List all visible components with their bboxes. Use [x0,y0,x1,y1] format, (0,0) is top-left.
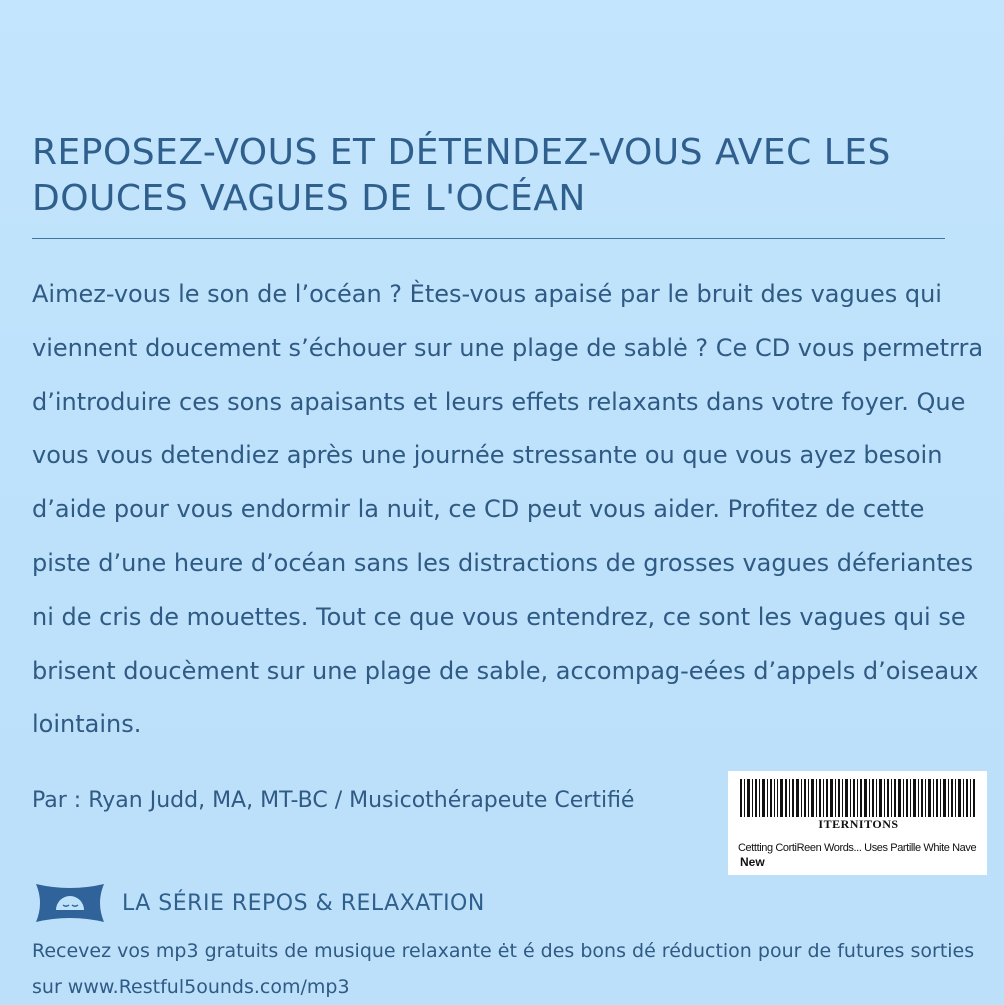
barcode-code: ITERNITONS [818,817,899,831]
barcode-sticker [728,771,987,875]
barcode-condition: New [740,855,765,869]
barcode-icon [738,779,976,817]
barcode-description: Cettting CortiReen Words... Uses Partille White Nave [738,842,977,854]
title-divider [32,238,945,239]
author-credit: Par : Ryan Judd, MA, MT-BC / Musicothérapeute Certifié [32,788,635,813]
mp3-offer-text: Recevez vos mp3 gratuits de musique relaxante ėt é des bons dé réduction pour de futures sorties sur www.Restful5ounds.com/mp3 [32,940,975,998]
page-title: REPOSEZ-VOUS ET DÉTENDEZ-VOUS AVEC LES DOUCES VAGUES DE L'OCÉAN [32,132,891,219]
description-paragraph: Aimez-vous le son de l’océan ? Ètes-vous apaisé par le bruit des vagues qui viennent doucement s’échouer sur une plage de sablė ? Ce CD vous permetrra d’introduire ces sons apaisants et leurs effets relaxants dans votre foyer. Que vous vous detendiez après une journée stressante ou que vous ayez besoin d’aide pour vous endormir la nuit, ce CD peut vous aider. Profitez de cette piste d’une heure d’océan sans les distractions de grosses vagues déferiantes ni de cris de mouettes. Tout ce que vous entendrez, ce sont les vagues qui se brisent doucèment sur une plage de sable, accompag-eées d’appels d’oiseaux lointains. [32,280,984,739]
series-branding [32,880,485,926]
series-title: LA SÉRIE REPOS & RELAXATION [122,890,485,916]
sleeping-pillow-icon [32,880,108,926]
